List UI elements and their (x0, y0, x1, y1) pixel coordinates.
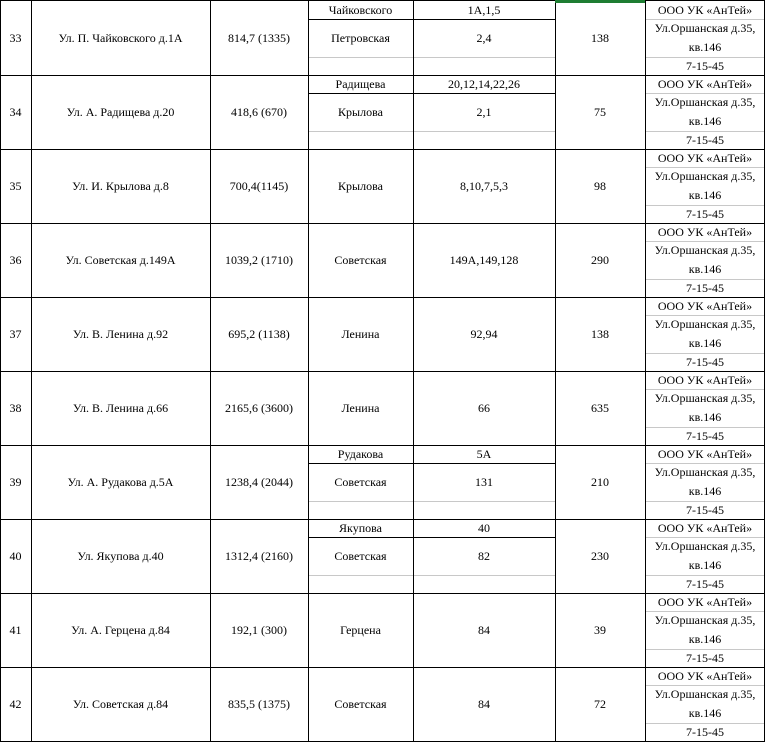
count-cell: 635 (591, 400, 609, 415)
houses-cell: 84 (478, 696, 490, 711)
management-address-line1: Ул.Оршанская д.35, (654, 539, 756, 553)
management-company: ООО УК «АнТей» (657, 594, 753, 609)
count-cell: 138 (591, 30, 609, 45)
management-company: ООО УК «АнТей» (657, 2, 753, 17)
address-cell: Ул. Якупова д.40 (77, 548, 164, 563)
houses-cell: 131 (475, 474, 493, 489)
area-cell: 1238,4 (2044) (225, 474, 293, 489)
column-border (31, 0, 32, 741)
count-cell: 72 (594, 696, 606, 711)
street-gridline (308, 575, 555, 576)
row-number: 36 (9, 252, 22, 267)
management-address-line1: Ул.Оршанская д.35, (654, 317, 756, 331)
street-cell: Ленина (341, 326, 380, 341)
selected-cell-indicator (555, 0, 645, 3)
address-cell: Ул. А. Герцена д.84 (71, 622, 170, 637)
count-cell: 39 (594, 622, 606, 637)
area-cell: 1312,4 (2160) (225, 548, 293, 563)
street-gridline (308, 131, 555, 132)
row-number: 37 (9, 326, 22, 341)
column-border (308, 0, 309, 741)
column-border (555, 0, 556, 741)
table-top-border (0, 0, 765, 1)
row-number: 35 (9, 178, 22, 193)
management-company: ООО УК «АнТей» (657, 372, 753, 387)
address-cell: Ул. И. Крылова д.8 (72, 178, 169, 193)
houses-cell: 66 (478, 400, 490, 415)
count-cell: 75 (594, 104, 606, 119)
management-company: ООО УК «АнТей» (657, 298, 753, 313)
street-cell: Герцена (340, 622, 381, 637)
count-cell: 290 (591, 252, 609, 267)
houses-cell: 2,1 (476, 104, 492, 119)
houses-cell: 2,4 (476, 30, 492, 45)
management-address-line1: Ул.Оршанская д.35, (654, 21, 756, 35)
management-company: ООО УК «АнТей» (657, 446, 753, 461)
houses-cell: 82 (478, 548, 490, 563)
management-phone: 7-15-45 (686, 428, 724, 443)
management-company: ООО УК «АнТей» (657, 76, 753, 91)
management-company: ООО УК «АнТей» (657, 150, 753, 165)
houses-cell: 92,94 (470, 326, 498, 341)
management-phone: 7-15-45 (686, 354, 724, 369)
management-phone: 7-15-45 (686, 132, 724, 147)
street-divider (308, 93, 555, 94)
row-number: 33 (9, 30, 22, 45)
management-address-line2: кв.146 (688, 484, 722, 498)
address-cell: Ул. А. Рудакова д.5А (67, 474, 174, 489)
area-cell: 835,5 (1375) (228, 696, 290, 711)
management-phone: 7-15-45 (686, 58, 724, 73)
street-cell: Советская (334, 548, 387, 563)
management-address-line2: кв.146 (688, 40, 722, 54)
street-cell: Ленина (341, 400, 380, 415)
count-cell: 210 (591, 474, 609, 489)
management-address-line2: кв.146 (688, 410, 722, 424)
houses-cell: 40 (478, 520, 490, 535)
management-address-line2: кв.146 (688, 336, 722, 350)
count-cell: 230 (591, 548, 609, 563)
management-phone: 7-15-45 (686, 650, 724, 665)
management-company: ООО УК «АнТей» (657, 224, 753, 239)
street-cell: Чайковского (328, 2, 393, 17)
area-cell: 418,6 (670) (231, 104, 287, 119)
management-address-line2: кв.146 (688, 188, 722, 202)
management-phone: 7-15-45 (686, 576, 724, 591)
management-address-line2: кв.146 (688, 262, 722, 276)
address-cell: Ул. В. Ленина д.92 (72, 326, 169, 341)
column-border (413, 0, 414, 741)
row-number: 39 (9, 474, 22, 489)
street-cell: Якупова (339, 520, 382, 535)
street-divider (308, 19, 555, 20)
management-address-line1: Ул.Оршанская д.35, (654, 169, 756, 183)
management-address-line1: Ул.Оршанская д.35, (654, 465, 756, 479)
street-cell: Советская (334, 252, 387, 267)
area-cell: 2165,6 (3600) (225, 400, 293, 415)
row-number: 42 (9, 696, 22, 711)
management-address-line1: Ул.Оршанская д.35, (654, 613, 756, 627)
management-address-line1: Ул.Оршанская д.35, (654, 687, 756, 701)
management-address-line1: Ул.Оршанская д.35, (654, 95, 756, 109)
management-company: ООО УК «АнТей» (657, 520, 753, 535)
street-cell: Радищева (335, 76, 386, 91)
area-cell: 1039,2 (1710) (225, 252, 293, 267)
area-cell: 695,2 (1138) (228, 326, 290, 341)
row-number: 40 (9, 548, 22, 563)
houses-cell: 149А,149,128 (449, 252, 519, 267)
houses-cell: 8,10,7,5,3 (460, 178, 508, 193)
column-border (210, 0, 211, 741)
management-address-line2: кв.146 (688, 558, 722, 572)
management-phone: 7-15-45 (686, 206, 724, 221)
address-cell: Ул. Советская д.149А (65, 252, 176, 267)
count-cell: 98 (594, 178, 606, 193)
management-company: ООО УК «АнТей» (657, 668, 753, 683)
houses-cell: 20,12,14,22,26 (448, 76, 520, 91)
street-cell: Петровская (331, 30, 390, 45)
management-phone: 7-15-45 (686, 724, 724, 739)
street-cell: Советская (334, 696, 387, 711)
management-address-line2: кв.146 (688, 706, 722, 720)
management-phone: 7-15-45 (686, 280, 724, 295)
street-cell: Крылова (338, 178, 383, 193)
row-number: 41 (9, 622, 22, 637)
management-address-line2: кв.146 (688, 114, 722, 128)
street-gridline (308, 501, 555, 502)
management-address-line1: Ул.Оршанская д.35, (654, 243, 756, 257)
area-cell: 700,4(1145) (229, 178, 289, 193)
address-cell: Ул. А. Радищева д.20 (66, 104, 175, 119)
column-border (0, 0, 1, 741)
street-cell: Крылова (338, 104, 383, 119)
street-divider (308, 463, 555, 464)
area-cell: 192,1 (300) (231, 622, 287, 637)
row-number: 38 (9, 400, 22, 415)
management-phone: 7-15-45 (686, 502, 724, 517)
count-cell: 138 (591, 326, 609, 341)
management-address-line1: Ул.Оршанская д.35, (654, 391, 756, 405)
street-divider (308, 537, 555, 538)
address-cell: Ул. В. Ленина д.66 (72, 400, 169, 415)
area-cell: 814,7 (1335) (228, 30, 290, 45)
address-cell: Ул. П. Чайковского д.1А (58, 30, 183, 45)
houses-cell: 84 (478, 622, 490, 637)
houses-cell: 1А,1,5 (467, 2, 501, 17)
column-border (645, 0, 646, 741)
street-gridline (308, 57, 555, 58)
management-address-line2: кв.146 (688, 632, 722, 646)
houses-cell: 5А (476, 446, 492, 461)
address-cell: Ул. Советская д.84 (72, 696, 169, 711)
street-cell: Советская (334, 474, 387, 489)
row-number: 34 (9, 104, 22, 119)
street-cell: Рудакова (337, 446, 384, 461)
